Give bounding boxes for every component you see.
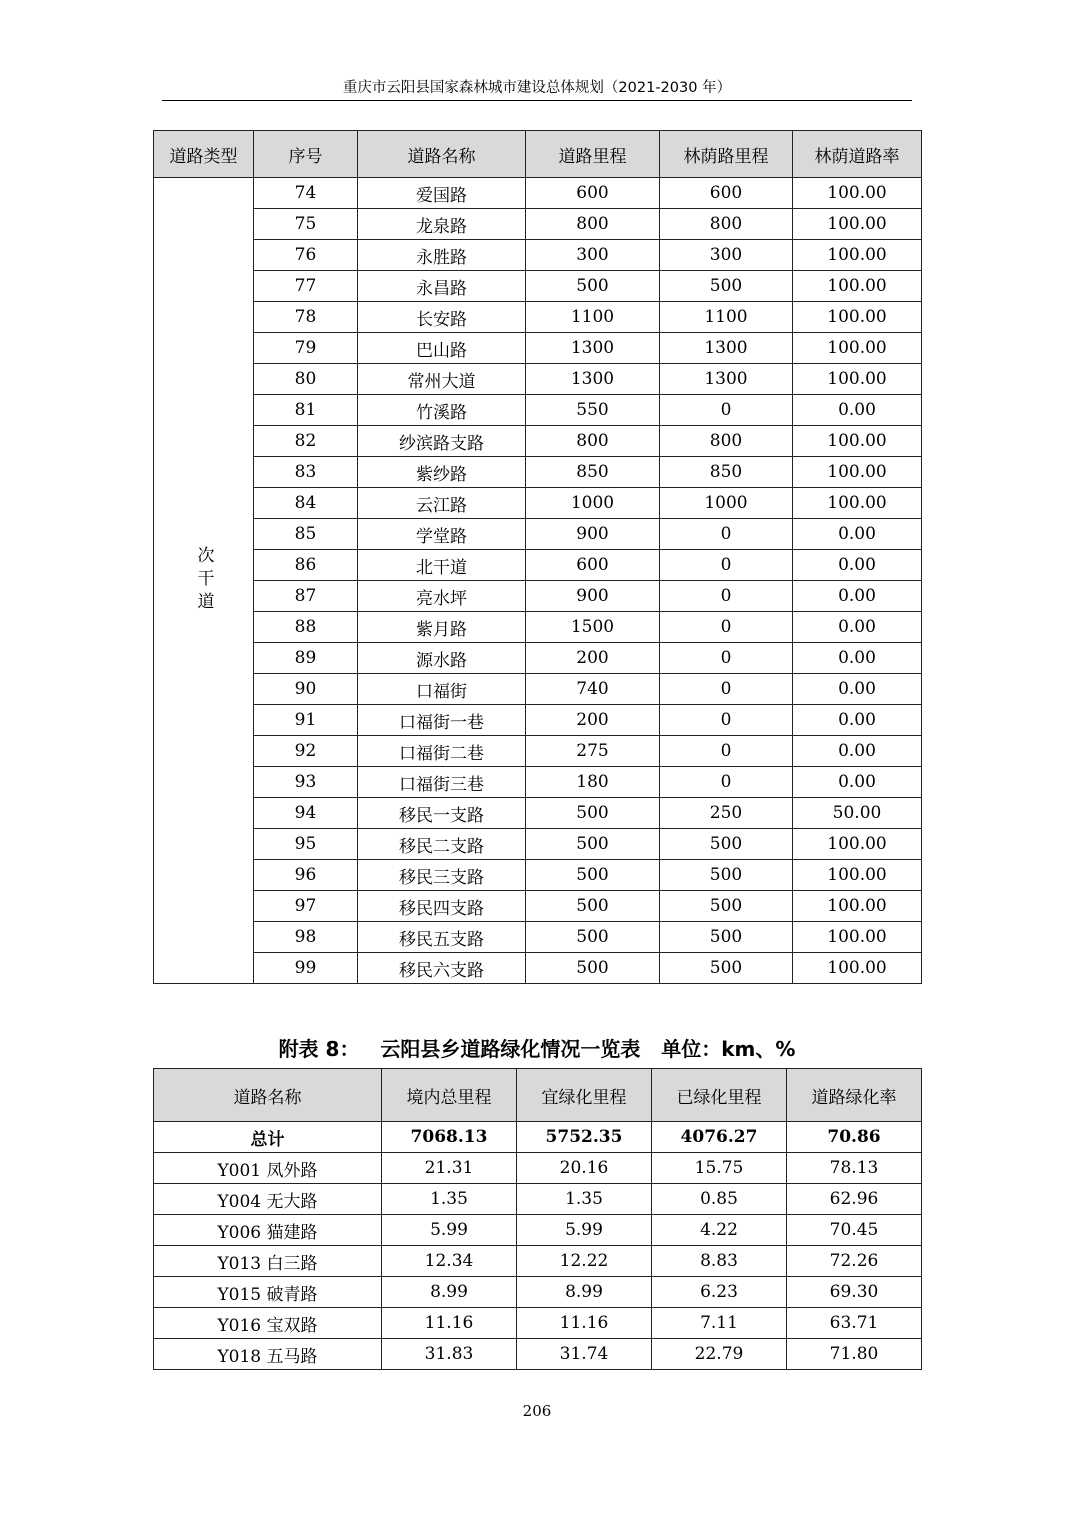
cell-road-length: 500 [526,860,660,891]
cell-shaded-rate: 100.00 [793,178,922,209]
cell-total-length: 5.99 [382,1215,517,1246]
cell-serial: 88 [254,612,358,643]
cell-road-name: 常州大道 [358,364,526,395]
table-row [154,1308,922,1339]
cell-serial: 96 [254,860,358,891]
cell-greening-rate: 72.26 [787,1246,922,1277]
cell-serial: 98 [254,922,358,953]
cell-road-length: 200 [526,643,660,674]
total-greenable: 5752.35 [517,1122,652,1153]
cell-shaded-length: 500 [660,860,793,891]
cell-greenable-length: 20.16 [517,1153,652,1184]
cell-shaded-length: 800 [660,426,793,457]
cell-shaded-rate: 100.00 [793,240,922,271]
cell-road-length: 500 [526,798,660,829]
table-row [154,798,922,829]
cell-shaded-rate: 100.00 [793,860,922,891]
cell-shaded-rate: 100.00 [793,922,922,953]
table-row [154,178,922,209]
cell-road-length: 900 [526,581,660,612]
cell-road-name: Y006 猫建路 [154,1215,382,1246]
table-row [154,643,922,674]
cell-greening-rate: 63.71 [787,1308,922,1339]
cell-shaded-length: 850 [660,457,793,488]
cell-serial: 81 [254,395,358,426]
cell-greening-rate: 62.96 [787,1184,922,1215]
table-row [154,891,922,922]
table-row [154,550,922,581]
cell-shaded-length: 600 [660,178,793,209]
cell-road-name: 口福街三巷 [358,767,526,798]
cell-shaded-rate: 0.00 [793,395,922,426]
header-serial: 序号 [254,131,358,178]
header-road-name: 道路名称 [154,1069,382,1122]
cell-shaded-length: 1300 [660,364,793,395]
table-row [154,1246,922,1277]
table-row [154,457,922,488]
cell-serial: 75 [254,209,358,240]
cell-serial: 92 [254,736,358,767]
cell-serial: 87 [254,581,358,612]
cell-road-length: 200 [526,705,660,736]
cell-greenable-length: 31.74 [517,1339,652,1370]
cell-shaded-rate: 100.00 [793,209,922,240]
cell-road-name: Y013 白三路 [154,1246,382,1277]
cell-road-length: 1300 [526,333,660,364]
cell-serial: 85 [254,519,358,550]
cell-greening-rate: 71.80 [787,1339,922,1370]
cell-road-name: 竹溪路 [358,395,526,426]
caption-label: 附表 8： [278,1037,360,1061]
cell-road-name: 云江路 [358,488,526,519]
cell-shaded-rate: 0.00 [793,519,922,550]
header-greened-length: 已绿化里程 [652,1069,787,1122]
cell-shaded-rate: 0.00 [793,705,922,736]
cell-shaded-rate: 100.00 [793,891,922,922]
cell-shaded-rate: 0.00 [793,612,922,643]
cell-serial: 86 [254,550,358,581]
cell-shaded-length: 500 [660,271,793,302]
cell-greenable-length: 1.35 [517,1184,652,1215]
cell-road-length: 1100 [526,302,660,333]
page-number: 206 [522,1402,552,1420]
header-road-type: 道路类型 [154,131,254,178]
cell-road-length: 600 [526,178,660,209]
cell-shaded-length: 0 [660,674,793,705]
total-rate: 70.86 [787,1122,922,1153]
cell-greenable-length: 5.99 [517,1215,652,1246]
caption-title: 云阳县乡道路绿化情况一览表 [380,1037,641,1061]
cell-shaded-length: 0 [660,395,793,426]
cell-shaded-rate: 50.00 [793,798,922,829]
table-row [154,240,922,271]
cell-road-length: 1500 [526,612,660,643]
cell-road-name: Y001 凤外路 [154,1153,382,1184]
cell-road-name: 口福街二巷 [358,736,526,767]
cell-serial: 90 [254,674,358,705]
cell-shaded-length: 800 [660,209,793,240]
cell-road-name: Y004 无大路 [154,1184,382,1215]
cell-road-length: 180 [526,767,660,798]
cell-road-length: 1000 [526,488,660,519]
cell-shaded-length: 500 [660,891,793,922]
cell-shaded-length: 0 [660,519,793,550]
table-row [154,767,922,798]
cell-total-length: 11.16 [382,1308,517,1339]
table-row [154,426,922,457]
cell-shaded-length: 0 [660,705,793,736]
cell-road-name: 移民六支路 [358,953,526,984]
header-road-length: 道路里程 [526,131,660,178]
cell-shaded-rate: 100.00 [793,829,922,860]
table-row [154,922,922,953]
cell-road-length: 500 [526,829,660,860]
cell-serial: 95 [254,829,358,860]
cell-shaded-rate: 100.00 [793,333,922,364]
cell-serial: 77 [254,271,358,302]
table-row [154,860,922,891]
cell-shaded-length: 0 [660,767,793,798]
cell-greened-length: 15.75 [652,1153,787,1184]
cell-road-length: 300 [526,240,660,271]
cell-shaded-length: 250 [660,798,793,829]
cell-shaded-length: 0 [660,612,793,643]
cell-shaded-length: 0 [660,643,793,674]
cell-road-name: 巴山路 [358,333,526,364]
cell-road-length: 900 [526,519,660,550]
cell-greened-length: 8.83 [652,1246,787,1277]
cell-road-length: 500 [526,922,660,953]
cell-serial: 93 [254,767,358,798]
cell-road-name: 移民五支路 [358,922,526,953]
cell-total-length: 21.31 [382,1153,517,1184]
cell-shaded-length: 0 [660,581,793,612]
cell-shaded-rate: 100.00 [793,488,922,519]
cell-shaded-length: 1100 [660,302,793,333]
header-road-name: 道路名称 [358,131,526,178]
cell-shaded-length: 0 [660,550,793,581]
table-header-row [154,131,922,178]
table-row [154,581,922,612]
cell-serial: 84 [254,488,358,519]
table-row [154,612,922,643]
cell-shaded-length: 1300 [660,333,793,364]
cell-total-length: 1.35 [382,1184,517,1215]
table-header-row [154,1069,922,1122]
cell-shaded-rate: 0.00 [793,581,922,612]
total-greened: 4076.27 [652,1122,787,1153]
cell-road-name: 北干道 [358,550,526,581]
cell-total-length: 12.34 [382,1246,517,1277]
cell-serial: 80 [254,364,358,395]
cell-road-length: 850 [526,457,660,488]
cell-serial: 91 [254,705,358,736]
cell-road-name: 永昌路 [358,271,526,302]
cell-road-length: 275 [526,736,660,767]
cell-road-name: 龙泉路 [358,209,526,240]
cell-serial: 78 [254,302,358,333]
cell-road-name: 移民三支路 [358,860,526,891]
cell-serial: 83 [254,457,358,488]
cell-greened-length: 6.23 [652,1277,787,1308]
cell-serial: 79 [254,333,358,364]
cell-road-name: 永胜路 [358,240,526,271]
cell-shaded-rate: 100.00 [793,271,922,302]
table-row [154,209,922,240]
cell-greening-rate: 69.30 [787,1277,922,1308]
header-greenable-length: 宜绿化里程 [517,1069,652,1122]
table-row [154,364,922,395]
table-row [154,302,922,333]
secondary-road-table [153,130,922,984]
cell-road-length: 800 [526,209,660,240]
cell-road-name: 亮水坪 [358,581,526,612]
cell-road-length: 1300 [526,364,660,395]
table-row [154,736,922,767]
table-row [154,395,922,426]
cell-road-length: 600 [526,550,660,581]
cell-road-name: 口福街 [358,674,526,705]
cell-shaded-rate: 100.00 [793,364,922,395]
table-row [154,488,922,519]
page-header: 重庆市云阳县国家森林城市建设总体规划（2021-2030 年） [162,78,912,101]
cell-shaded-rate: 0.00 [793,643,922,674]
cell-road-name: Y015 破青路 [154,1277,382,1308]
cell-shaded-length: 1000 [660,488,793,519]
cell-greened-length: 0.85 [652,1184,787,1215]
cell-road-name: 紫纱路 [358,457,526,488]
cell-road-name: Y016 宝双路 [154,1308,382,1339]
cell-total-length: 8.99 [382,1277,517,1308]
cell-shaded-rate: 100.00 [793,302,922,333]
cell-shaded-length: 500 [660,829,793,860]
cell-road-length: 550 [526,395,660,426]
cell-serial: 82 [254,426,358,457]
cell-greenable-length: 8.99 [517,1277,652,1308]
total-label: 总计 [154,1122,382,1153]
cell-road-length: 500 [526,953,660,984]
cell-road-name: Y018 五马路 [154,1339,382,1370]
cell-shaded-rate: 0.00 [793,736,922,767]
cell-greening-rate: 78.13 [787,1153,922,1184]
cell-road-name: 爱国路 [358,178,526,209]
cell-greened-length: 7.11 [652,1308,787,1339]
table-row [154,1215,922,1246]
cell-greened-length: 4.22 [652,1215,787,1246]
table-row [154,519,922,550]
cell-shaded-rate: 100.00 [793,457,922,488]
cell-road-name: 源水路 [358,643,526,674]
cell-serial: 76 [254,240,358,271]
cell-road-name: 移民二支路 [358,829,526,860]
cell-greenable-length: 12.22 [517,1246,652,1277]
cell-shaded-rate: 0.00 [793,674,922,705]
cell-road-length: 800 [526,426,660,457]
cell-shaded-length: 500 [660,953,793,984]
cell-greening-rate: 70.45 [787,1215,922,1246]
cell-road-name: 紫月路 [358,612,526,643]
table-row [154,829,922,860]
cell-road-length: 500 [526,891,660,922]
header-total-length: 境内总里程 [382,1069,517,1122]
cell-serial: 74 [254,178,358,209]
header-greening-rate: 道路绿化率 [787,1069,922,1122]
total-length: 7068.13 [382,1122,517,1153]
table-row [154,333,922,364]
cell-road-name: 长安路 [358,302,526,333]
cell-greenable-length: 11.16 [517,1308,652,1339]
table-row [154,953,922,984]
header-shaded-rate: 林荫道路率 [793,131,922,178]
cell-road-name: 口福街一巷 [358,705,526,736]
cell-shaded-rate: 0.00 [793,767,922,798]
cell-shaded-rate: 100.00 [793,953,922,984]
cell-road-length: 740 [526,674,660,705]
cell-serial: 94 [254,798,358,829]
table-row [154,674,922,705]
table-row [154,1153,922,1184]
total-row [154,1122,922,1153]
cell-shaded-rate: 100.00 [793,426,922,457]
road-type-cell: 次干道 [154,178,254,984]
cell-serial: 99 [254,953,358,984]
caption-unit: 单位：km、% [661,1037,796,1061]
table-row [154,1339,922,1370]
cell-shaded-length: 500 [660,922,793,953]
table-row [154,1277,922,1308]
township-road-table [153,1068,922,1370]
header-shaded-length: 林荫路里程 [660,131,793,178]
table-caption [153,1033,921,1062]
cell-shaded-length: 0 [660,736,793,767]
cell-shaded-length: 300 [660,240,793,271]
cell-serial: 97 [254,891,358,922]
cell-shaded-rate: 0.00 [793,550,922,581]
cell-road-name: 移民一支路 [358,798,526,829]
table-row [154,705,922,736]
cell-road-name: 学堂路 [358,519,526,550]
cell-serial: 89 [254,643,358,674]
cell-greened-length: 22.79 [652,1339,787,1370]
cell-total-length: 31.83 [382,1339,517,1370]
table-row [154,271,922,302]
cell-road-name: 纱滨路支路 [358,426,526,457]
table-row [154,1184,922,1215]
cell-road-length: 500 [526,271,660,302]
cell-road-name: 移民四支路 [358,891,526,922]
